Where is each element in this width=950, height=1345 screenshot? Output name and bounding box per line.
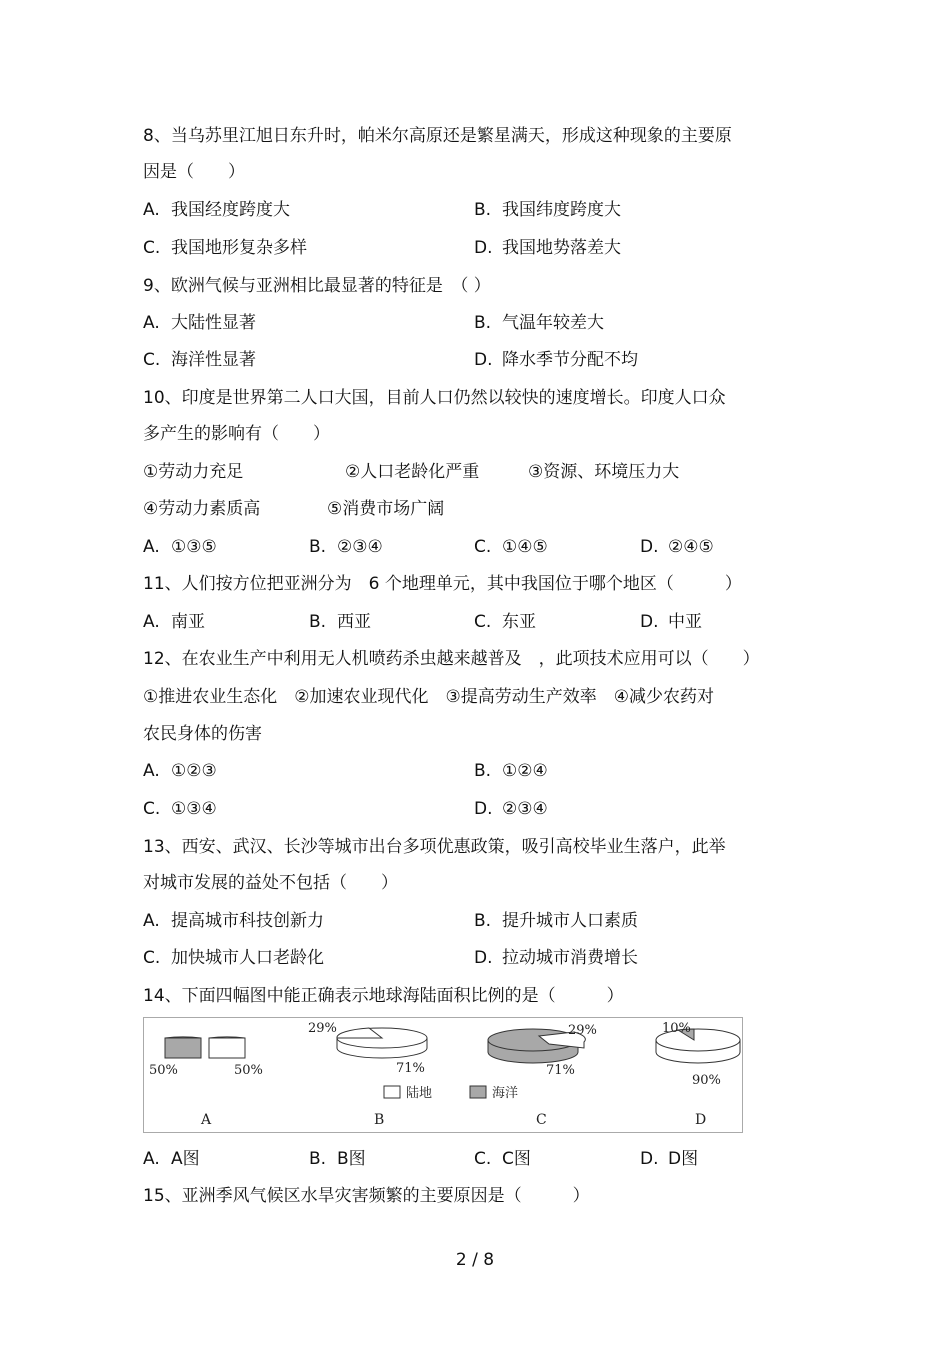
- question-12-option-d: [474, 798, 548, 820]
- question-12-items: ①推进农业生态化 ②加速农业现代化 ③提高劳动生产效率 ④减少农药对: [143, 687, 714, 707]
- question-11-text: 11、人们按方位把亚洲分为 6 个地理单元，其中我国位于哪个地区（ ）: [143, 574, 742, 594]
- pie-c-top-pct: 29%: [568, 1023, 597, 1038]
- question-11-option-d: [640, 611, 702, 633]
- question-14-option-a: [143, 1148, 200, 1170]
- option-label: B.: [474, 911, 492, 931]
- option-text: 中亚: [668, 612, 702, 632]
- question-10-item-3: ③资源、环境压力大: [528, 462, 680, 482]
- pie-a-left-pct: 50%: [149, 1063, 178, 1078]
- option-label: C.: [143, 350, 161, 370]
- option-label: D.: [474, 238, 493, 258]
- pie-d-bottom-pct: 90%: [692, 1073, 721, 1088]
- pie-chart-b: [308, 1021, 427, 1128]
- pie-a-land-side: [209, 1038, 245, 1058]
- option-label: B.: [309, 537, 327, 557]
- question-8-option-c: [143, 237, 307, 259]
- question-9-option-b: [474, 312, 604, 334]
- option-label: D.: [640, 537, 659, 557]
- question-10-option-a: [143, 536, 217, 558]
- question-14-option-b: [309, 1148, 366, 1170]
- option-label: C.: [143, 238, 161, 258]
- pie-a-right-pct: 50%: [234, 1063, 263, 1078]
- pie-d-label: D: [695, 1112, 707, 1128]
- option-label: A.: [143, 200, 160, 220]
- option-text: 我国地势落差大: [502, 238, 621, 258]
- question-15-text: 15、亚洲季风气候区水旱灾害频繁的主要原因是（ ）: [143, 1186, 590, 1206]
- option-text: 降水季节分配不均: [502, 350, 638, 370]
- question-13-option-a: [143, 910, 324, 932]
- option-label: B.: [474, 200, 492, 220]
- option-label: A.: [143, 612, 160, 632]
- option-label: A.: [143, 1149, 160, 1169]
- question-11-option-a: [143, 611, 205, 633]
- option-text: 东亚: [502, 612, 536, 632]
- question-12-text: 12、在农业生产中利用无人机喷药杀虫越来越普及 ，此项技术应用可以（ ）: [143, 649, 760, 669]
- legend-ocean-label: 海洋: [492, 1086, 519, 1101]
- question-13-text: 13、西安、武汉、长沙等城市出台多项优惠政策，吸引高校毕业生落户，此举: [143, 837, 726, 857]
- pie-a-land-top: [209, 1037, 245, 1038]
- question-14-text: 14、下面四幅图中能正确表示地球海陆面积比例的是（ ）: [143, 986, 624, 1006]
- question-12-option-a: [143, 760, 217, 782]
- option-label: B.: [474, 313, 492, 333]
- option-label: B.: [309, 1149, 327, 1169]
- question-11-option-b: [309, 611, 371, 633]
- option-text: 气温年较差大: [502, 313, 604, 333]
- question-10-item-1: ①劳动力充足: [143, 462, 244, 482]
- option-label: B.: [309, 612, 327, 632]
- question-10-option-d: [640, 536, 714, 558]
- pie-chart-d: [656, 1021, 740, 1128]
- option-text: 加快城市人口老龄化: [171, 948, 324, 968]
- question-13-option-c: [143, 947, 324, 969]
- option-label: A.: [143, 537, 160, 557]
- question-9-option-a: [143, 312, 256, 334]
- option-text: ②④⑤: [668, 537, 714, 557]
- option-label: D.: [640, 1149, 659, 1169]
- question-13-option-b: [474, 910, 638, 932]
- legend-land-label: 陆地: [406, 1086, 433, 1101]
- question-10-item-2: ②人口老龄化严重: [345, 462, 480, 482]
- question-9-option-d: [474, 349, 638, 371]
- option-text: ①③④: [171, 799, 217, 819]
- option-text: 西亚: [337, 612, 371, 632]
- pie-a-ocean-side: [165, 1038, 201, 1058]
- option-text: ②③④: [337, 537, 383, 557]
- legend-land-swatch: [384, 1086, 400, 1098]
- question-10-text-cont: 多产生的影响有（ ）: [143, 424, 330, 444]
- pie-b-top-pct: 29%: [308, 1021, 337, 1036]
- option-text: 南亚: [171, 612, 205, 632]
- question-13-text-cont: 对城市发展的益处不包括（ ）: [143, 873, 398, 893]
- option-text: D图: [668, 1149, 699, 1169]
- option-label: C.: [143, 948, 161, 968]
- option-text: ①②③: [171, 761, 217, 781]
- option-label: A.: [143, 313, 160, 333]
- question-10-item-5: ⑤消费市场广阔: [327, 499, 445, 519]
- option-text: ②③④: [502, 799, 548, 819]
- legend-ocean-swatch: [470, 1086, 486, 1098]
- option-text: B图: [337, 1149, 366, 1169]
- question-8-option-a: [143, 199, 290, 221]
- option-label: D.: [474, 799, 493, 819]
- option-text: 拉动城市消费增长: [502, 948, 638, 968]
- question-14-option-c: [474, 1148, 531, 1170]
- option-text: A图: [171, 1149, 200, 1169]
- option-text: 海洋性显著: [171, 350, 256, 370]
- page-number: 2 / 8: [455, 1250, 495, 1270]
- option-label: A.: [143, 911, 160, 931]
- question-12-option-c: [143, 798, 217, 820]
- pie-charts-figure: [143, 1017, 743, 1133]
- question-10-text: 10、印度是世界第二人口大国，目前人口仍然以较快的速度增长。印度人口众: [143, 388, 726, 408]
- question-8-option-b: [474, 199, 621, 221]
- option-label: C.: [474, 612, 492, 632]
- option-text: 我国经度跨度大: [171, 200, 290, 220]
- pie-a-ocean-top: [165, 1037, 201, 1038]
- pie-charts-svg: [144, 1018, 742, 1132]
- option-text: ①②④: [502, 761, 548, 781]
- question-14-option-d: [640, 1148, 698, 1170]
- question-9-text: 9、欧洲气候与亚洲相比最显著的特征是 （ ）: [143, 276, 491, 296]
- question-8-text-cont: 因是（ ）: [143, 162, 245, 182]
- option-text: C图: [502, 1149, 531, 1169]
- question-13-option-d: [474, 947, 638, 969]
- pie-chart-a: [149, 1037, 263, 1128]
- question-8-option-d: [474, 237, 621, 259]
- option-label: D.: [474, 948, 493, 968]
- option-label: D.: [474, 350, 493, 370]
- pie-d-top-pct: 10%: [662, 1021, 691, 1036]
- pie-b-label: B: [374, 1112, 385, 1128]
- legend: [384, 1085, 518, 1101]
- pie-chart-c: [488, 1023, 597, 1128]
- question-11-option-c: [474, 611, 536, 633]
- option-label: A.: [143, 761, 160, 781]
- option-label: B.: [474, 761, 492, 781]
- option-text: ①③⑤: [171, 537, 217, 557]
- question-10-option-b: [309, 536, 383, 558]
- option-label: C.: [474, 537, 492, 557]
- question-12-items-cont: 农民身体的伤害: [143, 724, 262, 744]
- question-12-option-b: [474, 760, 548, 782]
- question-8-text: 8、当乌苏里江旭日东升时，帕米尔高原还是繁星满天，形成这种现象的主要原: [143, 126, 732, 146]
- question-10-item-4: ④劳动力素质高: [143, 499, 261, 519]
- pie-c-bottom-pct: 71%: [546, 1063, 575, 1078]
- option-text: 提升城市人口素质: [502, 911, 638, 931]
- option-label: C.: [143, 799, 161, 819]
- question-9-option-c: [143, 349, 256, 371]
- option-label: D.: [640, 612, 659, 632]
- option-text: ①④⑤: [502, 537, 548, 557]
- pie-c-label: C: [536, 1112, 547, 1128]
- question-10-option-c: [474, 536, 548, 558]
- option-text: 我国地形复杂多样: [171, 238, 307, 258]
- option-text: 我国纬度跨度大: [502, 200, 621, 220]
- option-text: 提高城市科技创新力: [171, 911, 324, 931]
- pie-b-bottom-pct: 71%: [396, 1061, 425, 1076]
- option-text: 大陆性显著: [171, 313, 256, 333]
- option-label: C.: [474, 1149, 492, 1169]
- pie-a-label: A: [201, 1112, 212, 1128]
